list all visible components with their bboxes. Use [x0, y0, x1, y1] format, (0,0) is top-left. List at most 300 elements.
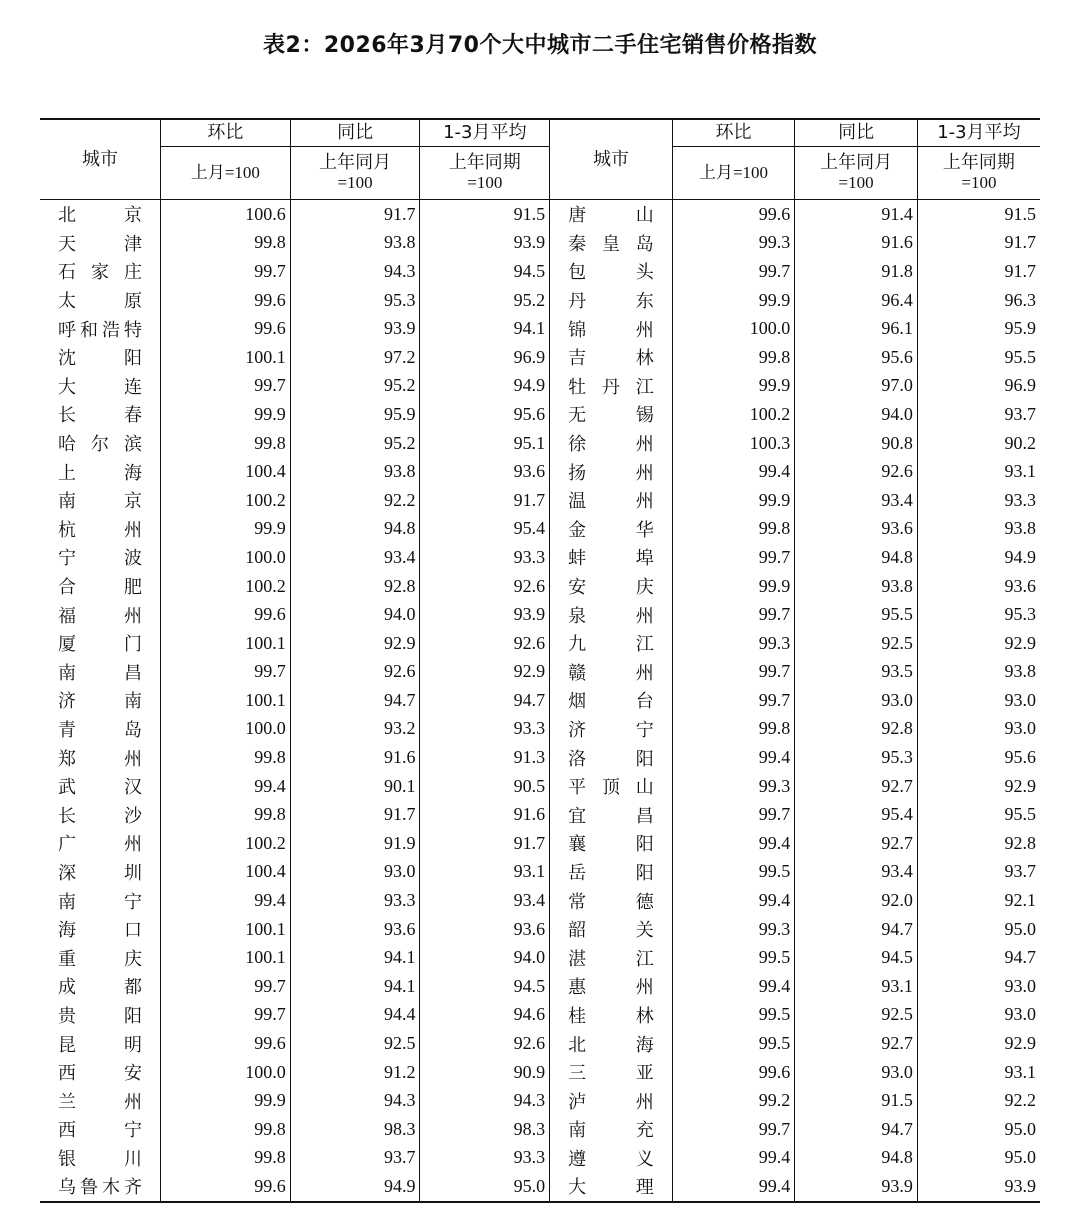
index-value-cell: 99.9	[161, 1086, 291, 1115]
city-name-cell: 烟台	[550, 686, 673, 715]
index-value-cell: 95.2	[290, 372, 420, 401]
index-value-cell: 92.6	[420, 1029, 550, 1058]
city-name-cell: 长沙	[40, 800, 161, 829]
table-row	[40, 686, 1040, 715]
index-value-cell: 96.9	[420, 343, 550, 372]
city-name-cell: 九江	[550, 629, 673, 658]
city-name-cell: 太原	[40, 286, 161, 315]
index-value-cell: 93.3	[420, 543, 550, 572]
table-row	[40, 972, 1040, 1001]
index-value-cell: 94.5	[795, 943, 918, 972]
index-value-cell: 99.6	[161, 1172, 291, 1202]
index-value-cell: 99.5	[672, 858, 795, 887]
header-avg-base-right: 上年同期 =100	[917, 147, 1040, 200]
index-value-cell: 92.7	[795, 829, 918, 858]
index-value-cell: 91.7	[420, 829, 550, 858]
index-value-cell: 93.1	[917, 457, 1040, 486]
index-value-cell: 92.2	[290, 486, 420, 515]
index-value-cell: 99.5	[672, 1029, 795, 1058]
city-name-cell: 杭州	[40, 515, 161, 544]
city-name-cell: 赣州	[550, 658, 673, 687]
index-value-cell: 100.2	[161, 572, 291, 601]
table-row	[40, 629, 1040, 658]
index-value-cell: 99.3	[672, 629, 795, 658]
city-name-cell: 贵阳	[40, 1001, 161, 1030]
index-value-cell: 93.8	[917, 658, 1040, 687]
index-value-cell: 94.1	[290, 972, 420, 1001]
city-name-cell: 南京	[40, 486, 161, 515]
index-value-cell: 95.2	[290, 429, 420, 458]
index-value-cell: 95.4	[795, 800, 918, 829]
index-value-cell: 93.2	[290, 715, 420, 744]
index-value-cell: 96.3	[917, 286, 1040, 315]
index-value-cell: 100.4	[161, 457, 291, 486]
index-value-cell: 94.7	[420, 686, 550, 715]
city-name-cell: 武汉	[40, 772, 161, 801]
index-value-cell: 95.0	[917, 1115, 1040, 1144]
index-value-cell: 95.6	[795, 343, 918, 372]
index-value-cell: 92.0	[795, 886, 918, 915]
index-value-cell: 95.3	[290, 286, 420, 315]
index-value-cell: 92.8	[917, 829, 1040, 858]
index-value-cell: 91.7	[290, 800, 420, 829]
index-value-cell: 96.9	[917, 372, 1040, 401]
index-value-cell: 97.0	[795, 372, 918, 401]
index-value-cell: 99.9	[672, 286, 795, 315]
city-name-cell: 三亚	[550, 1058, 673, 1087]
index-value-cell: 92.7	[795, 772, 918, 801]
index-value-cell: 93.5	[795, 658, 918, 687]
index-value-cell: 95.5	[795, 600, 918, 629]
table-row	[40, 543, 1040, 572]
header-avg-left: 1-3月平均	[420, 119, 550, 147]
index-value-cell: 93.3	[420, 715, 550, 744]
index-value-cell: 92.6	[420, 572, 550, 601]
index-value-cell: 96.4	[795, 286, 918, 315]
city-name-cell: 天津	[40, 229, 161, 258]
table-row	[40, 457, 1040, 486]
index-value-cell: 100.0	[161, 1058, 291, 1087]
index-value-cell: 92.2	[917, 1086, 1040, 1115]
table-row	[40, 1086, 1040, 1115]
index-value-cell: 92.8	[290, 572, 420, 601]
city-name-cell: 济南	[40, 686, 161, 715]
index-value-cell: 92.8	[795, 715, 918, 744]
index-value-cell: 94.8	[290, 515, 420, 544]
index-value-cell: 92.9	[290, 629, 420, 658]
city-name-cell: 平顶山	[550, 772, 673, 801]
index-value-cell: 94.8	[795, 1144, 918, 1173]
index-value-cell: 99.8	[672, 343, 795, 372]
table-row	[40, 400, 1040, 429]
table-row	[40, 429, 1040, 458]
index-value-cell: 94.7	[917, 943, 1040, 972]
index-value-cell: 94.7	[290, 686, 420, 715]
index-value-cell: 99.4	[672, 1172, 795, 1202]
city-name-cell: 宁波	[40, 543, 161, 572]
index-value-cell: 99.5	[672, 1001, 795, 1030]
index-value-cell: 99.7	[672, 543, 795, 572]
index-value-cell: 99.5	[672, 943, 795, 972]
table-row	[40, 943, 1040, 972]
index-value-cell: 92.7	[795, 1029, 918, 1058]
index-value-cell: 94.1	[290, 943, 420, 972]
index-value-cell: 93.0	[917, 715, 1040, 744]
page-title: 表2：2026年3月70个大中城市二手住宅销售价格指数	[263, 33, 817, 58]
index-value-cell: 96.1	[795, 314, 918, 343]
index-value-cell: 95.0	[420, 1172, 550, 1202]
table-row	[40, 743, 1040, 772]
index-value-cell: 99.8	[161, 1144, 291, 1173]
index-value-cell: 92.5	[795, 1001, 918, 1030]
index-value-cell: 100.2	[672, 400, 795, 429]
index-value-cell: 99.6	[161, 600, 291, 629]
index-value-cell: 93.1	[917, 1058, 1040, 1087]
index-value-cell: 92.5	[290, 1029, 420, 1058]
index-value-cell: 99.4	[672, 886, 795, 915]
index-value-cell: 100.0	[161, 543, 291, 572]
header-yoy-left: 同比	[290, 119, 420, 147]
city-name-cell: 桂林	[550, 1001, 673, 1030]
index-value-cell: 95.0	[917, 915, 1040, 944]
city-name-cell: 徐州	[550, 429, 673, 458]
table-row	[40, 600, 1040, 629]
index-value-cell: 94.7	[795, 915, 918, 944]
index-value-cell: 99.6	[161, 286, 291, 315]
index-value-cell: 93.7	[917, 858, 1040, 887]
index-value-cell: 97.2	[290, 343, 420, 372]
city-name-cell: 昆明	[40, 1029, 161, 1058]
index-value-cell: 92.6	[420, 629, 550, 658]
city-name-cell: 无锡	[550, 400, 673, 429]
index-value-cell: 100.1	[161, 686, 291, 715]
index-value-cell: 95.5	[917, 800, 1040, 829]
header-city-right: 城市	[550, 119, 673, 200]
index-value-cell: 93.0	[290, 858, 420, 887]
index-value-cell: 92.9	[917, 629, 1040, 658]
index-value-cell: 93.0	[917, 1001, 1040, 1030]
table-row	[40, 343, 1040, 372]
index-value-cell: 99.7	[161, 972, 291, 1001]
index-value-cell: 90.2	[917, 429, 1040, 458]
city-name-cell: 南宁	[40, 886, 161, 915]
index-value-cell: 99.8	[161, 800, 291, 829]
city-name-cell: 包头	[550, 257, 673, 286]
city-name-cell: 长春	[40, 400, 161, 429]
index-value-cell: 93.9	[795, 1172, 918, 1202]
index-value-cell: 99.7	[161, 257, 291, 286]
index-value-cell: 94.7	[795, 1115, 918, 1144]
index-value-cell: 93.4	[795, 486, 918, 515]
city-name-cell: 福州	[40, 600, 161, 629]
price-index-table	[40, 118, 1040, 1203]
index-value-cell: 99.4	[672, 457, 795, 486]
index-value-cell: 92.9	[917, 772, 1040, 801]
index-value-cell: 95.2	[420, 286, 550, 315]
city-name-cell: 重庆	[40, 943, 161, 972]
header-yoy-right: 同比	[795, 119, 918, 147]
index-value-cell: 93.1	[795, 972, 918, 1001]
city-name-cell: 温州	[550, 486, 673, 515]
city-name-cell: 青岛	[40, 715, 161, 744]
index-value-cell: 100.1	[161, 343, 291, 372]
index-value-cell: 93.6	[420, 457, 550, 486]
index-value-cell: 100.1	[161, 943, 291, 972]
city-name-cell: 大理	[550, 1172, 673, 1202]
index-value-cell: 91.6	[795, 229, 918, 258]
index-value-cell: 93.0	[795, 1058, 918, 1087]
city-name-cell: 银川	[40, 1144, 161, 1173]
city-name-cell: 西安	[40, 1058, 161, 1087]
table-row	[40, 1115, 1040, 1144]
index-value-cell: 99.4	[672, 1144, 795, 1173]
index-value-cell: 92.1	[917, 886, 1040, 915]
index-value-cell: 95.3	[917, 600, 1040, 629]
index-value-cell: 94.0	[290, 600, 420, 629]
city-name-cell: 秦皇岛	[550, 229, 673, 258]
city-name-cell: 厦门	[40, 629, 161, 658]
table-row	[40, 886, 1040, 915]
index-value-cell: 100.1	[161, 915, 291, 944]
index-value-cell: 93.1	[420, 858, 550, 887]
city-name-cell: 海口	[40, 915, 161, 944]
table-row	[40, 715, 1040, 744]
index-value-cell: 93.9	[420, 229, 550, 258]
index-value-cell: 93.0	[917, 972, 1040, 1001]
index-value-cell: 99.4	[672, 972, 795, 1001]
city-name-cell: 韶关	[550, 915, 673, 944]
index-value-cell: 93.8	[290, 229, 420, 258]
index-value-cell: 93.4	[290, 543, 420, 572]
index-value-cell: 99.8	[161, 1115, 291, 1144]
index-value-cell: 93.3	[290, 886, 420, 915]
city-name-cell: 扬州	[550, 457, 673, 486]
table-row	[40, 1001, 1040, 1030]
index-value-cell: 94.9	[290, 1172, 420, 1202]
index-value-cell: 93.3	[917, 486, 1040, 515]
index-value-cell: 93.6	[290, 915, 420, 944]
table-row	[40, 286, 1040, 315]
index-value-cell: 98.3	[420, 1115, 550, 1144]
city-name-cell: 郑州	[40, 743, 161, 772]
index-value-cell: 100.1	[161, 629, 291, 658]
index-value-cell: 94.3	[290, 1086, 420, 1115]
index-value-cell: 90.9	[420, 1058, 550, 1087]
index-value-cell: 99.9	[161, 515, 291, 544]
index-value-cell: 91.4	[795, 200, 918, 229]
city-name-cell: 锦州	[550, 314, 673, 343]
city-name-cell: 济宁	[550, 715, 673, 744]
index-value-cell: 91.9	[290, 829, 420, 858]
city-name-cell: 上海	[40, 457, 161, 486]
index-value-cell: 91.8	[795, 257, 918, 286]
index-value-cell: 92.5	[795, 629, 918, 658]
index-value-cell: 94.9	[420, 372, 550, 401]
index-value-cell: 94.5	[420, 972, 550, 1001]
city-name-cell: 丹东	[550, 286, 673, 315]
table-row	[40, 1144, 1040, 1173]
index-value-cell: 91.7	[917, 257, 1040, 286]
index-value-cell: 93.6	[795, 515, 918, 544]
table-row	[40, 829, 1040, 858]
index-value-cell: 91.6	[420, 800, 550, 829]
index-value-cell: 91.6	[290, 743, 420, 772]
index-value-cell: 99.4	[161, 772, 291, 801]
table-row	[40, 658, 1040, 687]
index-value-cell: 91.2	[290, 1058, 420, 1087]
index-value-cell: 95.9	[290, 400, 420, 429]
index-value-cell: 94.9	[917, 543, 1040, 572]
index-value-cell: 99.7	[672, 800, 795, 829]
index-value-cell: 93.4	[795, 858, 918, 887]
index-value-cell: 100.0	[672, 314, 795, 343]
index-value-cell: 91.5	[420, 200, 550, 229]
index-value-cell: 100.0	[161, 715, 291, 744]
table-row	[40, 515, 1040, 544]
index-value-cell: 94.4	[290, 1001, 420, 1030]
city-name-cell: 西宁	[40, 1115, 161, 1144]
table-row	[40, 1172, 1040, 1202]
header-avg-right: 1-3月平均	[917, 119, 1040, 147]
table-row	[40, 229, 1040, 258]
index-value-cell: 98.3	[290, 1115, 420, 1144]
index-value-cell: 93.8	[917, 515, 1040, 544]
index-value-cell: 99.6	[672, 200, 795, 229]
city-name-cell: 金华	[550, 515, 673, 544]
index-value-cell: 91.3	[420, 743, 550, 772]
city-name-cell: 蚌埠	[550, 543, 673, 572]
index-value-cell: 95.9	[917, 314, 1040, 343]
index-value-cell: 99.7	[672, 600, 795, 629]
header-city-left: 城市	[40, 119, 161, 200]
index-value-cell: 93.3	[420, 1144, 550, 1173]
index-value-cell: 99.6	[672, 1058, 795, 1087]
city-name-cell: 岳阳	[550, 858, 673, 887]
table-row	[40, 372, 1040, 401]
index-value-cell: 99.2	[672, 1086, 795, 1115]
index-value-cell: 99.7	[161, 658, 291, 687]
index-value-cell: 93.9	[420, 600, 550, 629]
index-value-cell: 99.4	[672, 743, 795, 772]
index-value-cell: 95.6	[420, 400, 550, 429]
index-value-cell: 95.3	[795, 743, 918, 772]
index-value-cell: 100.6	[161, 200, 291, 229]
index-value-cell: 100.4	[161, 858, 291, 887]
city-name-cell: 成都	[40, 972, 161, 1001]
index-value-cell: 91.5	[917, 200, 1040, 229]
index-value-cell: 93.6	[420, 915, 550, 944]
index-value-cell: 92.6	[290, 658, 420, 687]
index-value-cell: 99.8	[161, 229, 291, 258]
index-value-cell: 100.2	[161, 829, 291, 858]
index-value-cell: 91.7	[917, 229, 1040, 258]
index-value-cell: 99.6	[161, 1029, 291, 1058]
city-name-cell: 湛江	[550, 943, 673, 972]
index-value-cell: 93.8	[290, 457, 420, 486]
city-name-cell: 北海	[550, 1029, 673, 1058]
index-value-cell: 95.5	[917, 343, 1040, 372]
index-value-cell: 94.5	[420, 257, 550, 286]
index-value-cell: 99.7	[672, 658, 795, 687]
header-mom-left: 环比	[161, 119, 291, 147]
index-value-cell: 99.7	[161, 372, 291, 401]
header-mom-base-right: 上月=100	[672, 147, 795, 200]
city-name-cell: 合肥	[40, 572, 161, 601]
index-value-cell: 99.8	[672, 715, 795, 744]
city-name-cell: 遵义	[550, 1144, 673, 1173]
index-value-cell: 99.9	[672, 572, 795, 601]
city-name-cell: 泉州	[550, 600, 673, 629]
city-name-cell: 沈阳	[40, 343, 161, 372]
index-value-cell: 91.5	[795, 1086, 918, 1115]
index-value-cell: 94.0	[420, 943, 550, 972]
table-row	[40, 1029, 1040, 1058]
index-value-cell: 94.1	[420, 314, 550, 343]
city-name-cell: 吉林	[550, 343, 673, 372]
index-value-cell: 99.7	[672, 1115, 795, 1144]
header-yoy-base-right: 上年同月 =100	[795, 147, 918, 200]
table-row	[40, 772, 1040, 801]
table-row	[40, 257, 1040, 286]
index-value-cell: 99.3	[672, 229, 795, 258]
city-name-cell: 石家庄	[40, 257, 161, 286]
index-value-cell: 100.2	[161, 486, 291, 515]
index-value-cell: 91.7	[420, 486, 550, 515]
table-row	[40, 915, 1040, 944]
city-name-cell: 安庆	[550, 572, 673, 601]
index-value-cell: 99.8	[161, 429, 291, 458]
index-value-cell: 93.8	[795, 572, 918, 601]
index-value-cell: 99.9	[672, 372, 795, 401]
city-name-cell: 乌鲁木齐	[40, 1172, 161, 1202]
index-value-cell: 95.1	[420, 429, 550, 458]
index-value-cell: 90.8	[795, 429, 918, 458]
index-value-cell: 99.7	[672, 686, 795, 715]
city-name-cell: 北京	[40, 200, 161, 229]
index-value-cell: 94.0	[795, 400, 918, 429]
index-value-cell: 93.9	[917, 1172, 1040, 1202]
table-row	[40, 486, 1040, 515]
index-value-cell: 99.3	[672, 915, 795, 944]
city-name-cell: 泸州	[550, 1086, 673, 1115]
index-value-cell: 94.3	[290, 257, 420, 286]
table-row	[40, 800, 1040, 829]
table-row	[40, 572, 1040, 601]
index-value-cell: 99.8	[672, 515, 795, 544]
index-value-cell: 93.4	[420, 886, 550, 915]
index-value-cell: 99.7	[672, 257, 795, 286]
index-value-cell: 93.7	[917, 400, 1040, 429]
index-value-cell: 95.4	[420, 515, 550, 544]
city-name-cell: 深圳	[40, 858, 161, 887]
header-yoy-base-left: 上年同月 =100	[290, 147, 420, 200]
city-name-cell: 南充	[550, 1115, 673, 1144]
index-value-cell: 93.6	[917, 572, 1040, 601]
index-value-cell: 94.6	[420, 1001, 550, 1030]
index-value-cell: 99.3	[672, 772, 795, 801]
index-value-cell: 92.9	[917, 1029, 1040, 1058]
city-name-cell: 洛阳	[550, 743, 673, 772]
index-value-cell: 93.9	[290, 314, 420, 343]
city-name-cell: 南昌	[40, 658, 161, 687]
city-name-cell: 唐山	[550, 200, 673, 229]
index-value-cell: 99.4	[672, 829, 795, 858]
city-name-cell: 大连	[40, 372, 161, 401]
index-value-cell: 93.7	[290, 1144, 420, 1173]
index-value-cell: 90.1	[290, 772, 420, 801]
index-value-cell: 99.9	[161, 400, 291, 429]
header-mom-base-left: 上月=100	[161, 147, 291, 200]
